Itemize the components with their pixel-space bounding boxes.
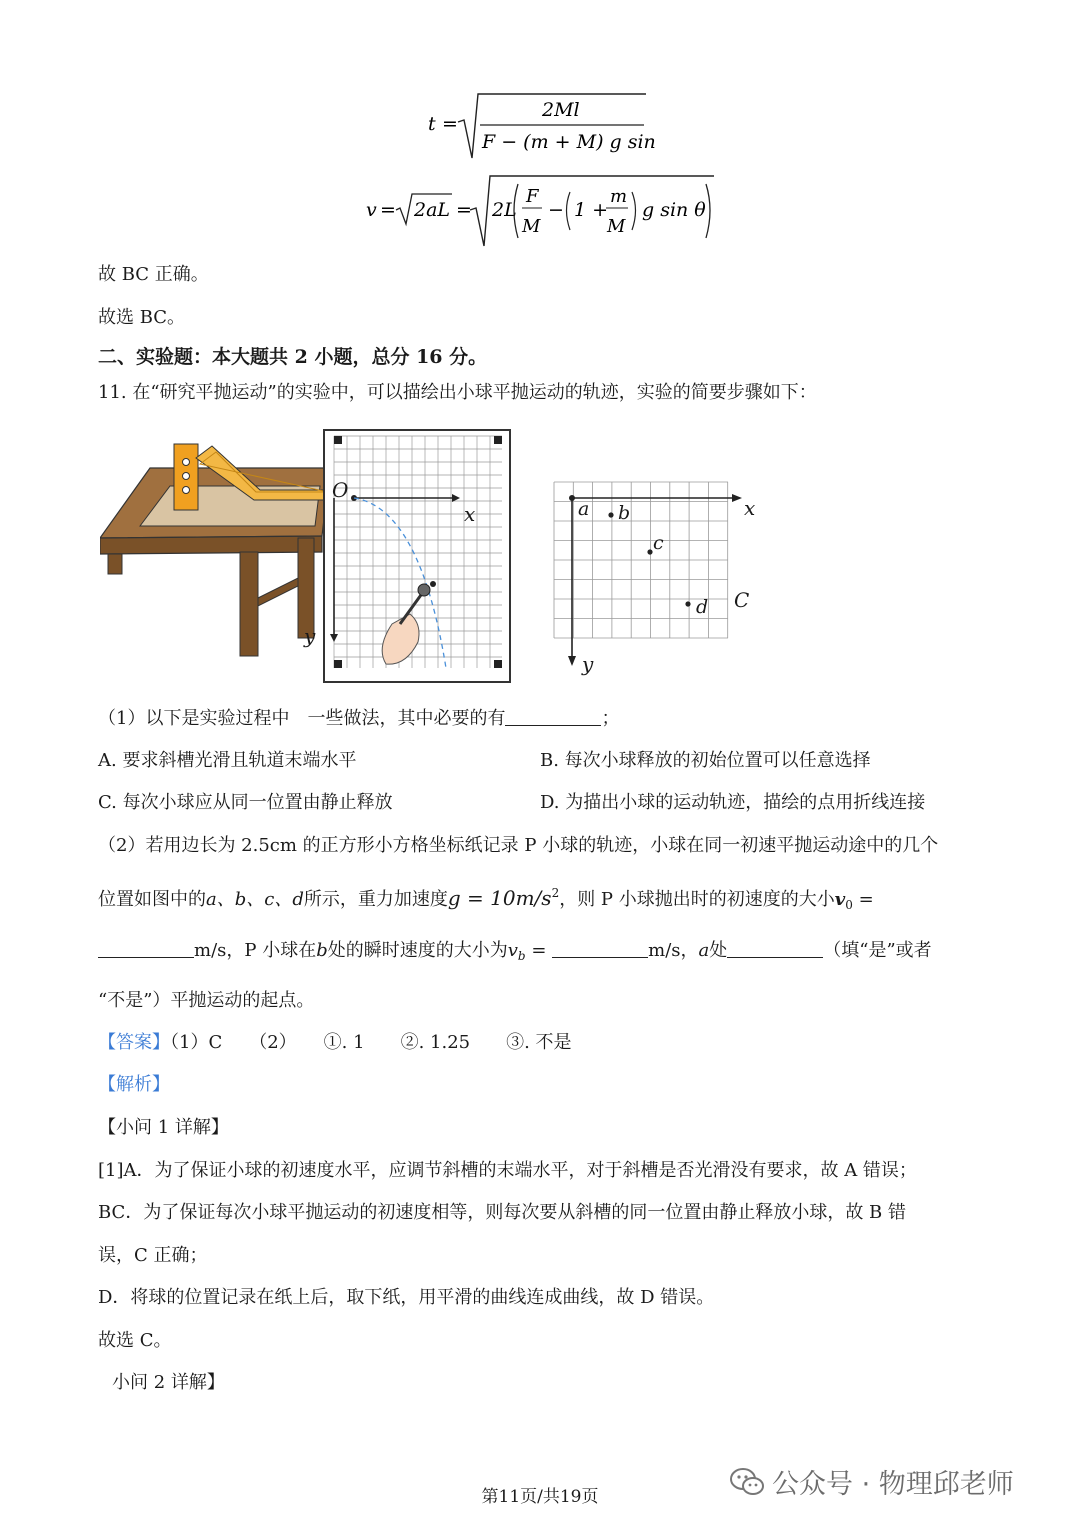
- svg-text:=: =: [442, 113, 458, 135]
- watermark-text: 公众号 · 物理邱老师: [772, 1469, 1014, 1500]
- section-heading: 二、实验题：本大题共 2 小题，总分 16 分。: [98, 346, 488, 368]
- svg-text:1 +: 1 +: [574, 199, 609, 221]
- formula-v-svg: [366, 170, 726, 250]
- svg-text:2aL: 2aL: [414, 199, 451, 221]
- watermark: [730, 1462, 1014, 1501]
- svg-text:=: =: [380, 199, 396, 221]
- svg-text:F: F: [526, 186, 539, 207]
- q2-line3-h: （填“是”或者: [823, 940, 932, 961]
- q2-line3-f: a: [698, 940, 710, 961]
- option-a: A. 要求斜槽光滑且轨道末端水平: [98, 750, 357, 771]
- q2-line3-d: =: [525, 940, 547, 961]
- apparatus-svg: [100, 428, 520, 688]
- left-y-axis-label: y: [304, 624, 316, 648]
- svg-text:v: v: [366, 199, 377, 221]
- q2-line3: [98, 938, 932, 969]
- wechat-icon: [730, 1467, 764, 1497]
- svg-text:F − (m + M) g sin θ: F − (m + M) g sin θ: [482, 131, 658, 153]
- explanation-1: [1]A．为了保证小球的初速度水平，应调节斜槽的末端水平，对于斜槽是否光滑没有要求，故 A 错误；: [98, 1160, 917, 1181]
- q1-end: ；: [601, 708, 620, 729]
- right-x-axis-label: x: [744, 496, 756, 520]
- q2-line3-b: b: [316, 940, 328, 961]
- option-d: D. 为描出小球的运动轨迹，描绘的点用折线连接: [540, 792, 926, 813]
- q2-line2-b: 所示，重力加速度: [303, 889, 448, 910]
- point-a-label: a: [578, 498, 590, 520]
- q2-blank-start[interactable]: [727, 939, 823, 958]
- q2-v0: v: [834, 889, 846, 910]
- svg-text:−: −: [548, 199, 564, 221]
- left-x-axis-label: x: [464, 502, 476, 526]
- text-select-c: 故选 C。: [98, 1330, 172, 1351]
- q2-eq: =: [852, 889, 874, 910]
- q2-line1: （2）若用边长为 2.5cm 的正方形小方格坐标纸记录 P 小球的轨迹，小球在同一初速平抛运动途中的几个: [98, 835, 939, 856]
- point-d-label: d: [696, 596, 709, 618]
- q2-line3-a: m/s，P 小球在: [194, 940, 317, 961]
- text-select-bc: 故选 BC。: [98, 307, 186, 328]
- q1-blank[interactable]: [505, 707, 601, 726]
- analysis-tag: 【解析】: [98, 1074, 170, 1095]
- formula-t: [428, 92, 658, 162]
- svg-text:g sin θ: g sin θ: [642, 199, 706, 221]
- svg-text:2Ml: 2Ml: [542, 99, 580, 121]
- page-footer: 第11页/共19页: [481, 1487, 599, 1507]
- explanation-2: BC．为了保证每次小球平抛运动的初速度相等，则每次要从斜槽的同一位置由静止释放小球，故 B 错: [98, 1202, 907, 1223]
- option-c: C. 每次小球应从同一位置由静止释放: [98, 792, 393, 813]
- label-C: C: [734, 588, 750, 612]
- explanation-3: 误，C 正确；: [98, 1245, 208, 1266]
- q2-line3-g: 处: [709, 940, 728, 961]
- answer-line: [98, 1030, 572, 1056]
- explanation-4: D．将球的位置记录在纸上后，取下纸，用平滑的曲线连成曲线，故 D 错误。: [98, 1287, 715, 1308]
- answer-tag: 【答案】: [98, 1032, 170, 1053]
- svg-text:m: m: [610, 186, 628, 207]
- q1-text: （1）以下是实验过程中 一些做法，其中必要的有: [98, 708, 506, 729]
- origin-label: O: [332, 478, 349, 502]
- q2-blank-vb[interactable]: [552, 939, 648, 958]
- q2-gravity-sup: 2: [551, 886, 560, 900]
- q2-vb: v: [507, 940, 518, 961]
- svg-text:=: =: [456, 199, 472, 221]
- text-bc-correct: 故 BC 正确。: [98, 264, 209, 285]
- q2-gravity: g = 10m/s: [447, 886, 552, 910]
- q2-vb-sub: b: [517, 949, 526, 963]
- svg-text:M: M: [607, 216, 626, 237]
- svg-text:M: M: [522, 216, 541, 237]
- question-11: 11. 在“研究平抛运动”的实验中，可以描绘出小球平抛运动的轨迹，实验的简要步骤如下：: [98, 382, 817, 403]
- points-grid-figure: [550, 478, 770, 678]
- q1-line: [98, 706, 619, 732]
- option-b: B. 每次小球释放的初始位置可以任意选择: [540, 750, 871, 771]
- svg-text:t: t: [428, 113, 436, 135]
- q2-point-letters: a、b、c、d: [206, 889, 304, 910]
- q2-line3-e: m/s，: [648, 940, 699, 961]
- point-b-label: b: [618, 502, 631, 524]
- q2-line4: “不是”）平抛运动的起点。: [98, 990, 315, 1011]
- q2-line2-a: 位置如图中的: [98, 889, 206, 910]
- sub1-title: 【小问 1 详解】: [98, 1117, 229, 1138]
- svg-text:2L: 2L: [492, 199, 517, 221]
- formula-v: [366, 170, 726, 250]
- q2-v0-sub: 0: [845, 898, 853, 912]
- answer-body: （1）C （2） ①. 1 ②. 1.25 ③. 不是: [170, 1032, 572, 1053]
- right-y-axis-label: y: [582, 652, 594, 676]
- sub2-title: 小问 2 详解】: [112, 1372, 225, 1393]
- q2-line2-c: ，则 P 小球抛出时的初速度的大小: [559, 889, 835, 910]
- point-c-label: c: [653, 532, 664, 554]
- formula-t-svg: [428, 92, 658, 162]
- q2-line3-c: 处的瞬时速度的大小为: [327, 940, 508, 961]
- q2-line2: [98, 880, 874, 918]
- q2-blank-v0[interactable]: [98, 939, 194, 958]
- apparatus-figure: [100, 428, 520, 688]
